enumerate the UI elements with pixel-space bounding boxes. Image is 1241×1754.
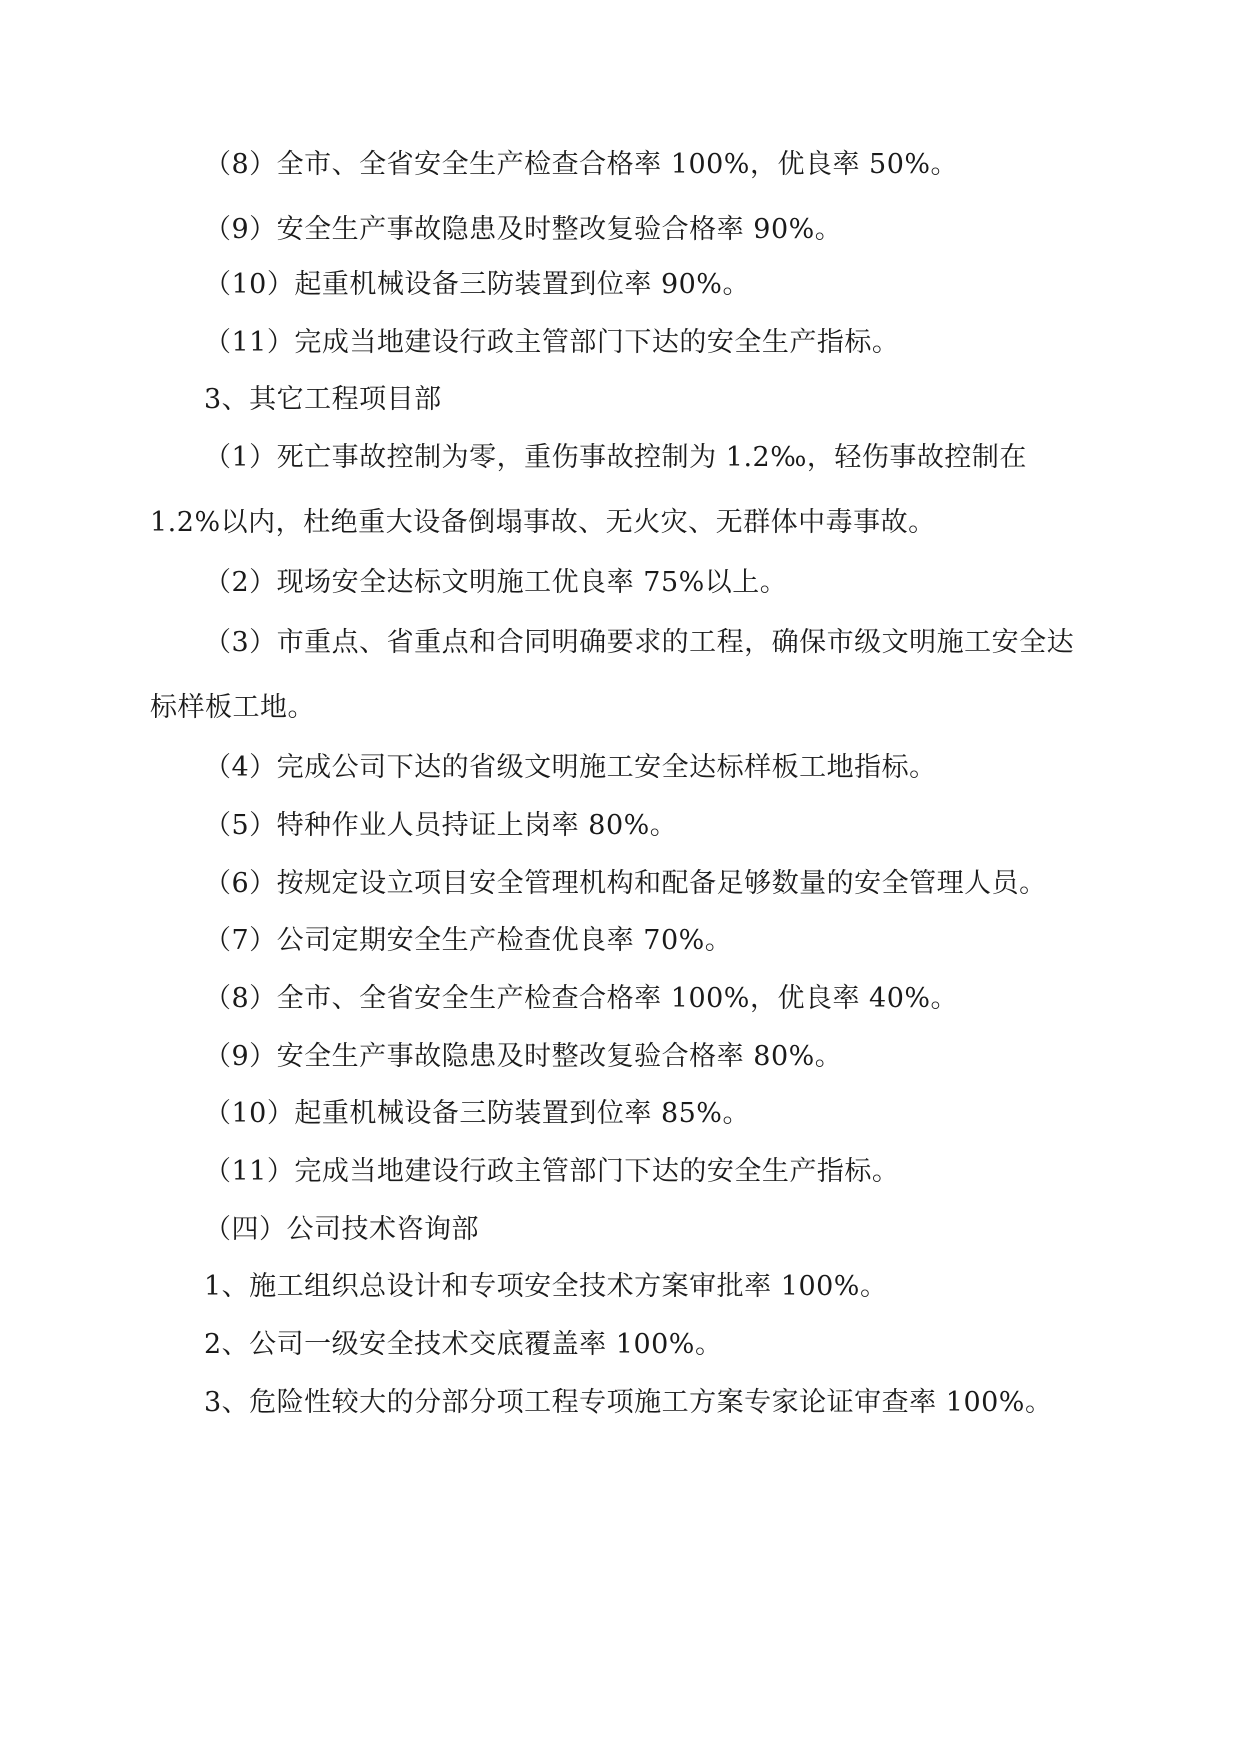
paragraph: （10）起重机械设备三防装置到位率 85%。 (204, 1098, 750, 1129)
paragraph: （8）全市、全省安全生产检查合格率 100%，优良率 50%。 (204, 149, 959, 180)
paragraph: （2）现场安全达标文明施工优良率 75%以上。 (204, 567, 788, 598)
paragraph: （8）全市、全省安全生产检查合格率 100%，优良率 40%。 (204, 983, 959, 1014)
paragraph: （11）完成当地建设行政主管部门下达的安全生产指标。 (204, 1156, 900, 1187)
paragraph: （9）安全生产事故隐患及时整改复验合格率 90%。 (204, 214, 843, 245)
paragraph: （4）完成公司下达的省级文明施工安全达标样板工地指标。 (204, 752, 937, 783)
section-heading: （四）公司技术咨询部 (204, 1214, 479, 1245)
paragraph: （9）安全生产事故隐患及时整改复验合格率 80%。 (204, 1041, 843, 1072)
paragraph: 1、施工组织总设计和专项安全技术方案审批率 100%。 (204, 1271, 888, 1302)
paragraph: 3、危险性较大的分部分项工程专项施工方案专家论证审查率 100%。 (204, 1387, 1053, 1418)
paragraph: （6）按规定设立项目安全管理机构和配备足够数量的安全管理人员。 (204, 868, 1047, 899)
paragraph: （3）市重点、省重点和合同明确要求的工程，确保市级文明施工安全达标样板工地。 (150, 627, 1075, 723)
paragraph: 2、公司一级安全技术交底覆盖率 100%。 (204, 1329, 723, 1360)
paragraph: （10）起重机械设备三防装置到位率 90%。 (204, 269, 750, 300)
paragraph: （11）完成当地建设行政主管部门下达的安全生产指标。 (204, 327, 900, 358)
paragraph: （5）特种作业人员持证上岗率 80%。 (204, 810, 678, 841)
section-heading: 3、其它工程项目部 (204, 384, 442, 415)
paragraph: （1）死亡事故控制为零，重伤事故控制为 1.2‰，轻伤事故控制在 1.2%以内，杜绝重大设备倒塌事故、无火灾、无群体中毒事故。 (150, 442, 1027, 538)
paragraph: （7）公司定期安全生产检查优良率 70%。 (204, 925, 733, 956)
